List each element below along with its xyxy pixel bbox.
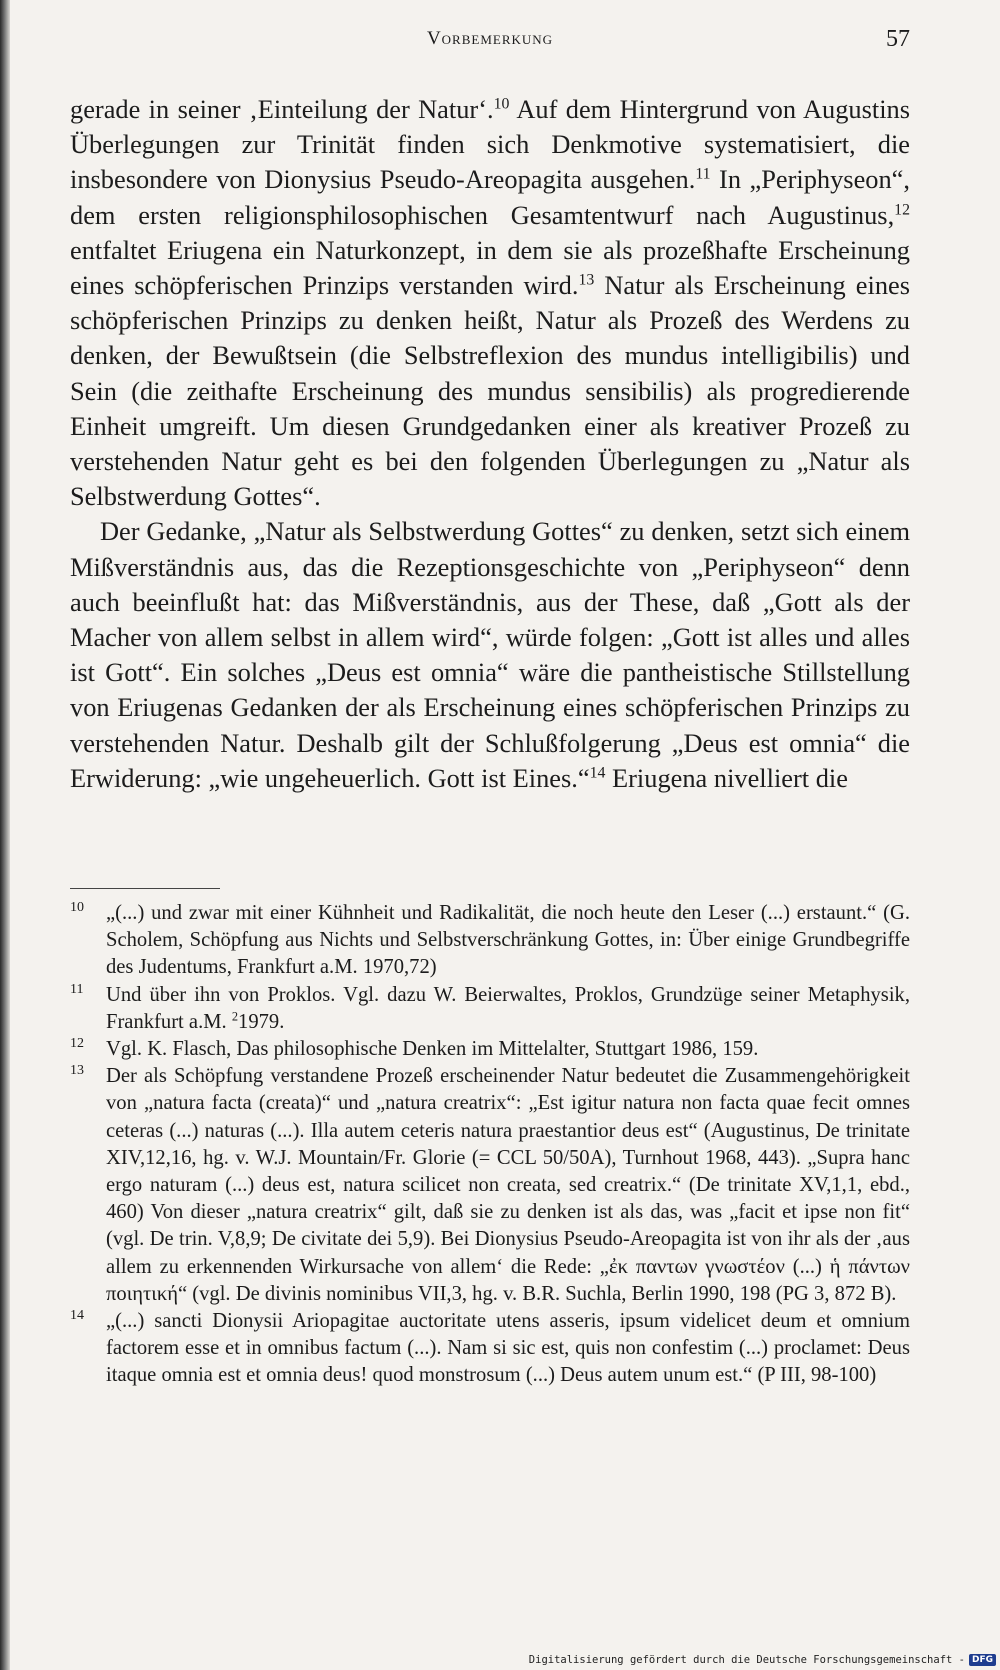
footnote-ref-12[interactable]: 12 — [894, 201, 910, 219]
paragraph-1 — [70, 92, 910, 514]
footnote-marker: 13 — [70, 1063, 84, 1079]
footnote-marker: 12 — [70, 1036, 84, 1052]
footnote-14 — [70, 1308, 910, 1390]
footnote-marker: 14 — [70, 1308, 84, 1324]
running-title: Vorbemerkung — [426, 28, 554, 49]
footnote-13 — [70, 1063, 910, 1308]
running-head — [70, 28, 910, 58]
text-run: Auf dem Hintergrund von Augustins Überlegungen zur Trinität finden sich Denkmotive systematisiert, die insbesondere von Dionysius Pseudo-Areopagita ausgehen. — [70, 94, 910, 195]
footnote-marker: 10 — [70, 900, 84, 915]
footnote-ref-14[interactable]: 14 — [589, 764, 606, 782]
text-run: Der Gedanke, „Natur als Selbstwerdung Gottes“ zu denken, setzt sich einem Mißverständnis aus, das die Rezeptionsgeschichte von „Periphyseon“ denn auch beeinflußt hat: das Mißverständnis, aus der These, daß „Gott als der Macher von allem selbst in allem wird“, würde folgen: „Gott ist alles und alles ist Gott“. Ein solches „Deus est omnia“ wäre die pantheistische Stillstellung von Eriugenas Gedanken der als Erscheinung eines schöpferischen Prinzips zu verstehenden Natur. Deshalb gilt der Schlußfolgerung „Deus est omnia“ die Erwiderung: „wie ungeheuerlich. Gott ist Eines.“ — [70, 516, 910, 793]
footnote-text: Vgl. K. Flasch, Das philosophische Denken im Mittelalter, Stuttgart 1986, 159. — [106, 1038, 759, 1061]
page-binding-edge — [0, 0, 10, 1670]
footnote-text: Der als Schöpfung verstandene Prozeß erscheinender Natur bedeutet die Zusammengehörigkeit von „natura facta (creata)“ und „natura creatrix“: „Est igitur natura non facta quae fecit omnes ceteras (...) naturas (...). Illa autem ceteris natura praestantior deus est“ (Augustinus, De trinitate XIV,12,16, hg. v. W.J. Mountain/Fr. Glorie (= CCL 50/50A), Turnhout 1968, 443). „Supra hanc ergo naturam (...) deus est, natura scilicet non creata, sed creatrix.“ (De trinitate XV,1,1, ebd., 460) Von dieser „natura creatrix“ gilt, daß sie zu denken ist als das, was „facit et ipse non fit“ (vgl. De trin. V,8,9; De civitate dei 5,9). Bei Dionysius Pseudo-Areopagita ist von ihr als der ‚aus allem zu erkennenden Wirkursache von allem‘ die Rede: „ἐκ παντων γνωστέον (...) ἡ πάντων ποιητική“ (vgl. De divinis nominibus VII,3, hg. v. B.R. Suchla, Berlin 1990, 198 (PG 3, 872 B). — [106, 1065, 910, 1305]
paragraph-2 — [70, 514, 910, 796]
footnote-text: „(...) und zwar mit einer Kühnheit und Radikalität, die noch heute den Leser (...) erstaunt.“ (G. Scholem, Schöpfung aus Nichts und Selbstverschränkung Gottes, in: Über einige Grundbegriffe des Judentums, Frankfurt a.M. 1970,72) — [106, 902, 910, 979]
footnote-10 — [70, 900, 910, 982]
main-text — [70, 92, 910, 796]
edition-superscript: 2 — [231, 1009, 239, 1024]
dfg-logo-icon: DFG — [969, 1654, 996, 1666]
text-run: Natur als Erscheinung eines schöpferischen Prinzips zu denken heißt, Natur als Prozeß des Werdens zu denken, der Bewußtsein (die Selbstreflexion des mundus intelligibilis) und Sein (die zeithafte Erscheinung des mundus sensibilis) als progredierende Einheit umgreift. Um diesen Grundgedanken einer als kreativer Prozeß zu verstehenden Natur geht es bei den folgenden Überlegungen zu „Natur als Selbstwerdung Gottes“. — [70, 270, 911, 512]
footnote-marker: 11 — [70, 981, 84, 997]
footnote-ref-10[interactable]: 10 — [493, 95, 510, 113]
footnote-divider — [70, 888, 220, 889]
credit-text: Digitalisierung gefördert durch die Deutsche Forschungsgemeinschaft - — [528, 1654, 965, 1666]
footnote-ref-13[interactable]: 13 — [578, 271, 595, 289]
footnote-ref-11[interactable]: 11 — [695, 165, 711, 183]
footnote-12 — [70, 1036, 910, 1063]
footnote-11 — [70, 982, 910, 1036]
footnotes — [70, 900, 910, 1390]
text-run: entfaltet Eriugena ein Naturkonzept, in dem sie als prozeßhafte Erscheinung eines schöpferischen Prinzips verstanden wird. — [70, 234, 910, 301]
footnote-text — [106, 982, 910, 1036]
footnote-text: „(...) sancti Dionysii Ariopagitae auctoritate utens asseris, ipsum videlicet deum et omnium factorem esse et in omnibus factum (...). Nam si sic est, quis non confestim (...) proclamet: Deus itaque omnia est et omnia deus! quod monstrosum (...) Deus autem unum est.“ (P III, 98-100) — [106, 1310, 910, 1387]
text-run: In „Periphyseon“, dem ersten religionsphilosophischen Gesamtentwurf nach Augustinus, — [70, 164, 910, 230]
footnote-text-run: 1979. — [238, 1010, 285, 1033]
text-run: gerade in seiner ‚Einteilung der Natur‘. — [70, 94, 494, 124]
footnote-text-run: Und über ihn von Proklos. Vgl. dazu W. Beierwaltes, Proklos, Grundzüge seiner Metaphysik, Frankfurt a.M. — [106, 983, 910, 1033]
page-number: 57 — [886, 26, 910, 52]
text-run: Eriugena nivelliert die — [605, 762, 848, 793]
digitization-credit — [529, 1654, 996, 1666]
